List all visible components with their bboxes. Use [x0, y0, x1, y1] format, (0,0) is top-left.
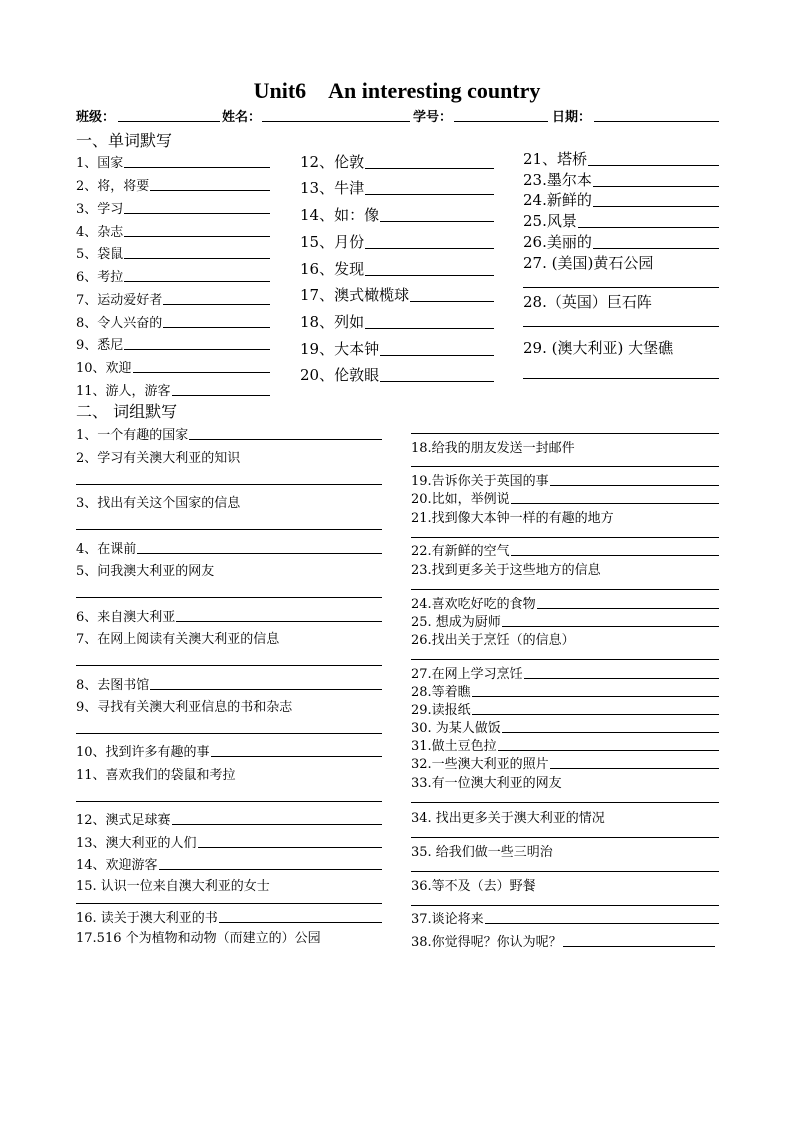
answer-blank[interactable] [189, 439, 382, 440]
phrase-item-label: 26.找出关于烹饪（的信息） [411, 633, 575, 648]
phrase-item: 10、找到许多有趣的事 [76, 741, 382, 760]
answer-blank[interactable] [211, 756, 382, 757]
phrase-item-label: 15. 认识一位来自澳大利亚的女士 [76, 879, 270, 894]
phrase-item: 27.在网上学习烹饪 [411, 663, 719, 682]
phrase-item: 1、一个有趣的国家 [76, 424, 382, 443]
answer-blank[interactable] [133, 372, 270, 373]
answer-blank[interactable] [578, 227, 719, 228]
word-item: 18、列如 [300, 311, 494, 332]
answer-blank[interactable] [124, 349, 270, 350]
answer-blank[interactable] [176, 621, 382, 622]
date-blank[interactable] [594, 121, 719, 122]
answer-blank[interactable] [365, 248, 494, 249]
answer-blank[interactable] [524, 678, 719, 679]
phrase-item: 38.你觉得呢？你认为呢？ [411, 931, 715, 950]
answer-blank[interactable] [411, 466, 719, 467]
word-item: 1、国家 [76, 152, 270, 171]
word-item: 17、澳式橄榄球 [300, 284, 494, 305]
word-item-label: 28.（英国）巨石阵 [523, 293, 652, 311]
answer-blank[interactable] [137, 553, 382, 554]
answer-blank[interactable] [502, 732, 719, 733]
phrase-item: 22.有新鲜的空气 [411, 540, 719, 559]
word-item: 12、伦敦 [300, 151, 494, 172]
answer-blank[interactable] [163, 327, 270, 328]
answer-blank[interactable] [593, 206, 719, 207]
word-item: 7、运动爱好者 [76, 289, 270, 308]
answer-blank[interactable] [593, 248, 719, 249]
answer-blank[interactable] [563, 946, 715, 947]
phrase-item: 12、澳式足球赛 [76, 809, 382, 828]
answer-blank[interactable] [124, 236, 270, 237]
answer-blank[interactable] [485, 923, 719, 924]
answer-blank[interactable] [150, 190, 270, 191]
answer-blank[interactable] [380, 381, 494, 382]
answer-blank[interactable] [76, 733, 382, 734]
answer-blank[interactable] [163, 304, 270, 305]
word-item: 26.美丽的 [523, 231, 719, 252]
answer-blank[interactable] [410, 301, 494, 302]
answer-blank[interactable] [76, 529, 382, 530]
answer-blank[interactable] [537, 608, 719, 609]
answer-blank[interactable] [502, 626, 719, 627]
page-title [0, 78, 794, 104]
answer-blank[interactable] [365, 194, 494, 195]
answer-blank[interactable] [411, 837, 719, 838]
word-item-label: 29. (澳大利亚) 大堡礁 [523, 339, 674, 357]
section1-heading: 一、单词默写 [76, 131, 173, 150]
answer-blank[interactable] [550, 768, 719, 769]
answer-blank[interactable] [498, 750, 719, 751]
word-item: 25.风景 [523, 210, 719, 231]
answer-blank[interactable] [172, 395, 270, 396]
phrase-item: 31.做土豆色拉 [411, 735, 719, 754]
word-item: 11、游人，游客 [76, 380, 270, 399]
phrase-item-label: 34. 找出更多关于澳大利亚的情况 [411, 811, 605, 826]
answer-blank[interactable] [76, 665, 382, 666]
answer-blank[interactable] [76, 801, 382, 802]
phrase-item-label: 2、学习有关澳大利亚的知识 [76, 451, 241, 466]
phrase-item-label: 11、喜欢我们的袋鼠和考拉 [76, 768, 236, 783]
word-item: 20、伦敦眼 [300, 364, 494, 385]
answer-blank[interactable] [593, 186, 719, 187]
answer-blank[interactable] [365, 328, 494, 329]
answer-blank[interactable] [550, 485, 719, 486]
answer-blank[interactable] [411, 659, 719, 660]
answer-blank[interactable] [150, 689, 382, 690]
class-label: 班级： [76, 110, 116, 125]
answer-blank[interactable] [411, 537, 719, 538]
answer-blank[interactable] [411, 433, 719, 434]
answer-blank[interactable] [172, 824, 382, 825]
word-item: 5、袋鼠 [76, 243, 270, 262]
number-label: 学号： [413, 110, 453, 125]
word-item: 10、欢迎 [76, 357, 270, 376]
answer-blank[interactable] [511, 555, 719, 556]
word-item: 21、塔桥 [523, 148, 719, 169]
phrase-item: 19.告诉你关于英国的事 [411, 470, 719, 489]
answer-blank[interactable] [219, 922, 382, 923]
word-item: 13、牛津 [300, 177, 494, 198]
answer-blank[interactable] [472, 696, 719, 697]
name-label: 姓名： [222, 110, 262, 125]
phrase-item: 24.喜欢吃好吃的食物 [411, 593, 719, 612]
phrase-item: 4、在课前 [76, 538, 382, 557]
answer-blank[interactable] [365, 275, 494, 276]
answer-blank[interactable] [76, 903, 382, 904]
phrase-item-label: 23.找到更多关于这些地方的信息 [411, 563, 601, 578]
phrase-item: 20.比如，举例说 [411, 488, 719, 507]
answer-blank[interactable] [511, 503, 719, 504]
answer-blank[interactable] [76, 597, 382, 598]
word-item: 24.新鲜的 [523, 189, 719, 210]
word-item: 3、学习 [76, 198, 270, 217]
phrase-item: 30. 为某人做饭 [411, 717, 719, 736]
phrase-item-label: 18.给我的朋友发送一封邮件 [411, 441, 575, 456]
phrase-item-label: 7、在网上阅读有关澳大利亚的信息 [76, 632, 280, 647]
answer-blank[interactable] [380, 355, 494, 356]
answer-blank[interactable] [523, 287, 719, 288]
date-label: 日期： [552, 110, 592, 125]
class-blank[interactable] [118, 121, 220, 122]
word-item: 6、考拉 [76, 266, 270, 285]
phrase-item-label: 3、找出有关这个国家的信息 [76, 496, 241, 511]
answer-blank[interactable] [159, 869, 382, 870]
phrase-item: 37.谈论将来 [411, 908, 719, 927]
answer-blank[interactable] [411, 589, 719, 590]
phrase-item-label: 17.516 个为植物和动物（而建立的）公园 [76, 931, 321, 946]
word-item: 2、将，将要 [76, 175, 270, 194]
phrase-item-label: 36.等不及（去）野餐 [411, 879, 536, 894]
word-item-label: 27. (美国)黄石公园 [523, 254, 654, 272]
answer-blank[interactable] [380, 221, 494, 222]
phrase-item: 13、澳大利亚的人们 [76, 832, 382, 851]
phrase-item: 6、来自澳大利亚 [76, 606, 382, 625]
phrase-item: 32.一些澳大利亚的照片 [411, 753, 719, 772]
student-info-line [76, 106, 719, 126]
phrase-item: 14、欢迎游客 [76, 854, 382, 873]
answer-blank[interactable] [124, 258, 270, 259]
title-unit: Unit6 [253, 78, 307, 103]
word-item: 15、月份 [300, 231, 494, 252]
section2-heading: 二、 词组默写 [76, 402, 178, 421]
word-item: 14、如：像 [300, 204, 494, 225]
word-item: 4、杂志 [76, 221, 270, 240]
answer-blank[interactable] [523, 326, 719, 327]
word-item: 8、令人兴奋的 [76, 312, 270, 331]
word-item: 16、发现 [300, 258, 494, 279]
answer-blank[interactable] [523, 378, 719, 379]
answer-blank[interactable] [198, 847, 382, 848]
answer-blank[interactable] [365, 168, 494, 169]
phrase-item: 8、去图书馆 [76, 674, 382, 693]
phrase-item: 25. 想成为厨师 [411, 611, 719, 630]
phrase-item: 28.等着瞧 [411, 681, 719, 700]
answer-blank[interactable] [124, 213, 270, 214]
phrase-item: 16. 读关于澳大利亚的书 [76, 907, 382, 926]
answer-blank[interactable] [588, 165, 719, 166]
word-item: 23.墨尔本 [523, 169, 719, 190]
phrase-item-label: 9、寻找有关澳大利亚信息的书和杂志 [76, 700, 293, 715]
answer-blank[interactable] [124, 281, 270, 282]
phrase-item-label: 33.有一位澳大利亚的网友 [411, 776, 562, 791]
answer-blank[interactable] [411, 802, 719, 803]
word-item: 9、悉尼 [76, 334, 270, 353]
answer-blank[interactable] [472, 714, 719, 715]
phrase-item-label: 21.找到像大本钟一样的有趣的地方 [411, 511, 614, 526]
answer-blank[interactable] [411, 871, 719, 872]
answer-blank[interactable] [124, 167, 270, 168]
title-text: An interesting country [328, 78, 541, 103]
answer-blank[interactable] [411, 905, 719, 906]
word-item: 19、大本钟 [300, 338, 494, 359]
answer-blank[interactable] [76, 484, 382, 485]
phrase-item-label: 5、问我澳大利亚的网友 [76, 564, 215, 579]
phrase-item: 29.读报纸 [411, 699, 719, 718]
phrase-item-label: 35. 给我们做一些三明治 [411, 845, 553, 860]
number-blank[interactable] [454, 121, 548, 122]
name-blank[interactable] [262, 121, 410, 122]
